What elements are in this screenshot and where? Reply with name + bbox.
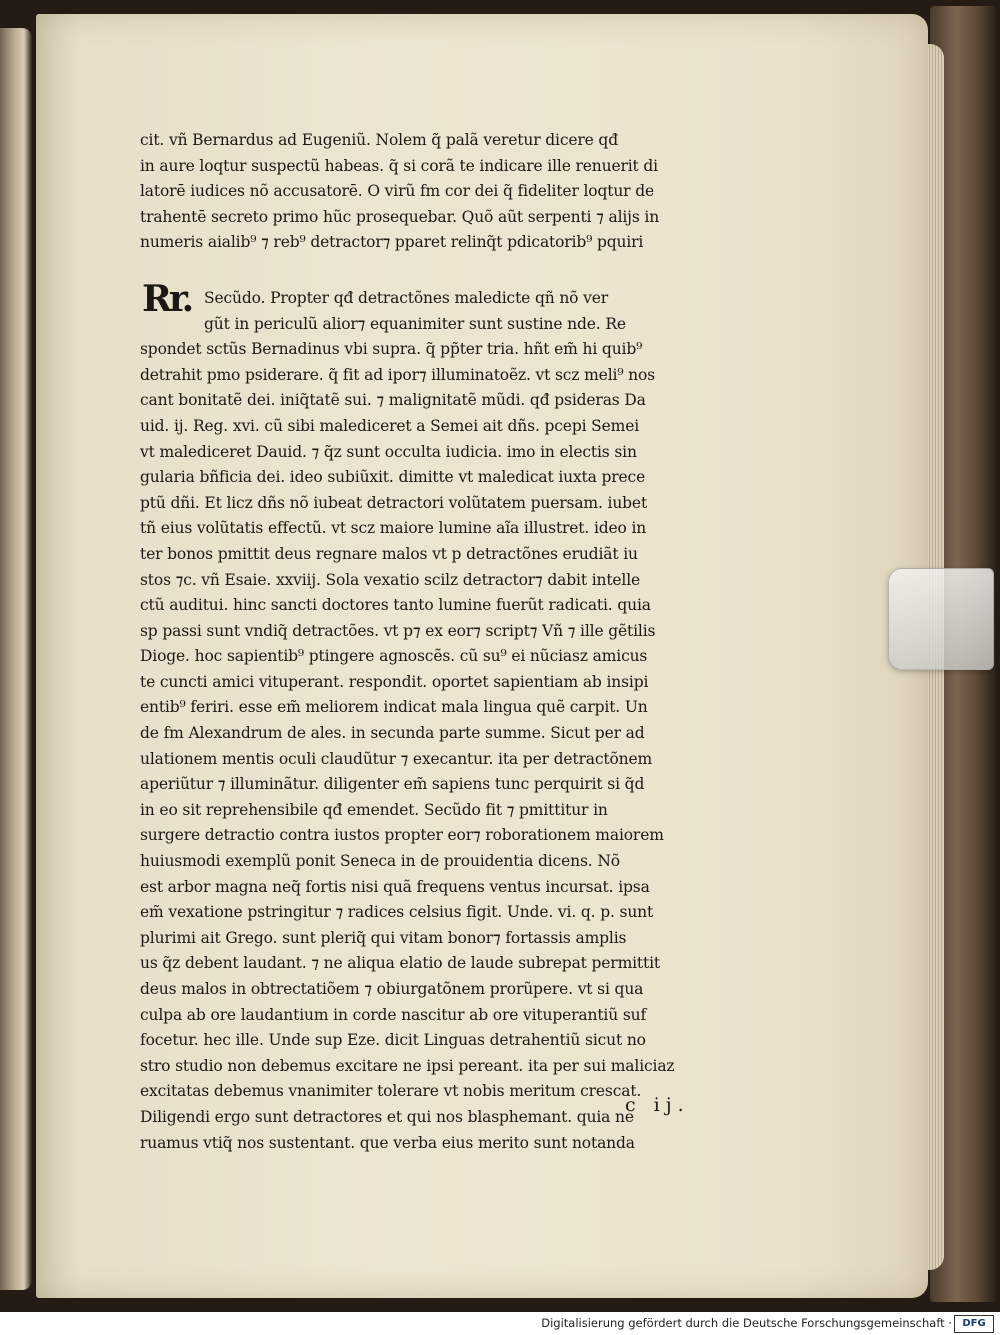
page-clip xyxy=(888,568,994,670)
text-line: us q̃z debent laudant. ⁊ ne aliqua elatio de laude subrepat permittit xyxy=(140,954,660,973)
text-line: in eo sit reprehensibile qđ emendet. Secũdo fit ⁊ pmittitur in xyxy=(140,800,608,819)
text-line: detrahit pmo psiderare. q̃ fit ad ipor⁊ illuminatoẽz. vt scz meli⁹ nos xyxy=(140,365,655,384)
text-line: gularia bñficia dei. ideo subiũxit. dimitte vt maledicat iuxta prece xyxy=(140,468,646,487)
text-line: aperiũtur ⁊ illuminãtur. diligenter em̃ sapiens tunc perquirit si q̃d xyxy=(140,775,645,794)
text-line: sp passi sunt vndiq̃ detractões. vt p⁊ ex eor⁊ script⁊ Vñ ⁊ ille gẽtilis xyxy=(140,621,656,640)
text-line: deus malos in obtrectatiõem ⁊ obiurgatõnem prorũpere. vt si qua xyxy=(140,980,644,998)
text-line: in aure loqtur suspectũ habeas. q̃ si corã te indicare ille renuerit di xyxy=(140,156,658,175)
footer-bar xyxy=(0,1312,1000,1335)
dfg-logo-icon: DFG xyxy=(954,1315,994,1333)
text-line: uid. ij. Reg. xvi. cũ sibi malediceret a Semei ait dñs. pcepi Semei xyxy=(140,416,640,435)
text-line: gũt in periculũ alior⁊ equanimiter sunt sustine nde. Re xyxy=(204,314,626,333)
text-line: surgere detractio contra iustos propter eor⁊ roborationem maiorem xyxy=(140,826,664,845)
left-page-edge xyxy=(0,28,32,1290)
text-line: focetur. hec ille. Unde sup Eze. dicit Linguas detrahentiũ sicut no xyxy=(140,1031,646,1050)
text-line: cant bonitatẽ dei. iniq̃tatẽ sui. ⁊ malignitatẽ mũdi. qđ psideras Da xyxy=(140,391,646,410)
text-line: trahentē secreto primo hũc prosequebar. Quõ aũt serpenti ⁊ alijs in xyxy=(140,207,660,226)
text-line: ruamus vtiq̃ nos sustentant. que verba eius merito sunt notanda xyxy=(140,1133,635,1152)
signature-mark: c ij. xyxy=(625,1094,690,1116)
text-line: vt malediceret Dauid. ⁊ q̃z sunt occulta iudicia. imo in electis sin xyxy=(140,442,637,461)
text-line: de fm Alexandrum de ales. in secunda parte summe. Sicut per ad xyxy=(140,724,645,743)
paragraph-gap xyxy=(140,256,738,286)
text-line: te cuncti amici vituperant. respondit. oportet sapientiam ab insipi xyxy=(140,672,649,691)
text-line: stro studio non debemus excitare ne ipsi pereant. ita per sui maliciaz xyxy=(140,1056,675,1075)
text-line: latorē iudices nõ accusatorē. O virũ fm cor dei q̃ fideliter loqtur de xyxy=(140,182,654,201)
text-line: numeris aialib⁹ ⁊ reb⁹ detractor⁊ pparet relinq̃t pdicatorib⁹ pquiri xyxy=(140,233,644,252)
text-line: tñ eius volũtatis effectũ. vt scz maiore lumine aĩa illustret. ideo in xyxy=(140,519,647,538)
text-line: plurimi ait Grego. sunt pleriq̃ qui vitam bonor⁊ fortassis amplis xyxy=(140,928,627,947)
text-line: ter bonos pmittit deus regnare malos vt p detractõnes erudiãt iu xyxy=(140,544,638,563)
text-line: ulationem mentis oculi claudũtur ⁊ execantur. ita per detractõnem xyxy=(140,749,653,768)
text-line: spondet sctũs Bernadinus vbi supra. q̃ pp̃ter tria. hñt em̃ hi quib⁹ xyxy=(140,340,643,359)
text-line: Dioge. hoc sapientib⁹ ptingere agnoscẽs. cũ su⁹ ei nũciasz amicus xyxy=(140,647,648,666)
text-line: Secũdo. Propter qđ detractõnes maledicte qñ nõ ver xyxy=(204,288,609,307)
text-line: est arbor magna neq̃ fortis nisi quã frequens ventus incursat. ipsa xyxy=(140,877,650,896)
drop-cap: Rr. xyxy=(142,278,192,320)
text-line: ctũ auditui. hinc sancti doctores tanto lumine fuerũt radicati. quia xyxy=(140,596,651,615)
text-line: em̃ vexatione pstringitur ⁊ radices celsius figit. Unde. vi. q. p. sunt xyxy=(140,903,654,922)
text-line: entib⁹ feriri. esse em̃ meliorem indicat mala lingua quẽ carpit. Un xyxy=(140,698,648,717)
text-line: Diligendi ergo sunt detractores et qui nos blasphemant. quia ne xyxy=(140,1107,634,1126)
text-line: excitatas debemus vnanimiter tolerare vt nobis meritum crescat. xyxy=(140,1082,642,1101)
text-line: cit. vñ Bernardus ad Eugeniũ. Nolem q̃ palã veretur dicere qđ xyxy=(140,131,618,149)
text-line: culpa ab ore laudantium in corde nascitur ab ore vituperantiũ suf xyxy=(140,1005,647,1024)
page-text xyxy=(140,128,738,1156)
text-line: ptũ dñi. Et licz dñs nõ iubeat detractori volũtatem puersam. iubet xyxy=(140,493,648,512)
text-line: huiusmodi exemplũ ponit Seneca in de prouidentia dicens. Nõ xyxy=(140,852,620,871)
funding-credit: Digitalisierung gefördert durch die Deutsche Forschungsgemeinschaft · xyxy=(541,1316,952,1330)
text-line: stos ⁊c. vñ Esaie. xxviij. Sola vexatio scilz detractor⁊ dabit intelle xyxy=(140,570,641,589)
